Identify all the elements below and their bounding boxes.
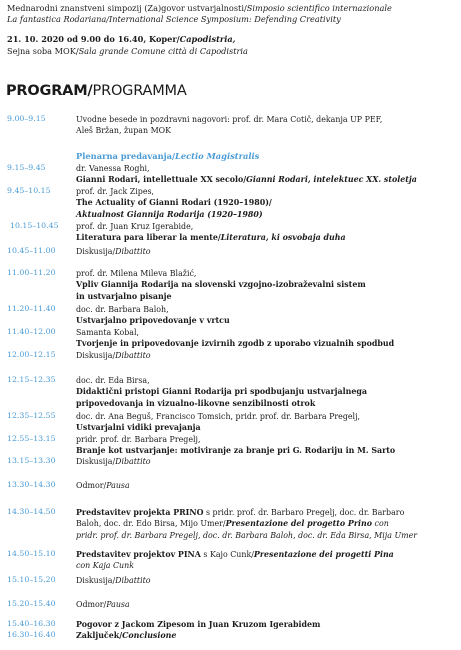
session-line — [76, 375, 367, 386]
session-time: 16.30–16.40 — [7, 630, 56, 639]
session-time: 12.55–13.15 — [7, 434, 56, 443]
session-content — [76, 186, 272, 220]
session-time: 12.35–12.55 — [7, 411, 56, 420]
session-time: 15.40–16.30 — [7, 619, 56, 628]
session-text: Samanta Kobal, — [76, 328, 139, 337]
session-line — [76, 398, 367, 409]
session-line — [76, 411, 360, 422]
session-text: pridr. prof. dr. Barbara Pregelj, doc. dr. Barbara Baloh, doc. dr. Eda Birsa, Mija Umer — [76, 530, 418, 540]
session-text: Tvorjenje in pripovedovanje izvirnih zgodb z uporabo vizualnih spodbud — [76, 339, 395, 349]
session-content — [76, 575, 151, 586]
session-content — [76, 456, 151, 467]
session-text: The Actuality of Gianni Rodari (1920–1980)/ — [76, 198, 272, 208]
session-text: Odmor/ — [76, 481, 107, 490]
session-line — [76, 291, 366, 302]
session-line — [76, 575, 151, 586]
session-text: Aktualnost Giannija Rodarija (1920–1980) — [76, 209, 263, 219]
session-text: Presentazione del progetto Prino — [225, 519, 373, 529]
session-text: Aleš Bržan, župan MOK — [76, 126, 172, 136]
session-text: prof. dr. Juan Kruz Igerabide, — [76, 222, 194, 231]
session-content — [76, 375, 367, 409]
session-text: in ustvarjalno pisanje — [76, 291, 172, 301]
session-content — [76, 221, 346, 244]
session-time: 9.00–9.15 — [7, 114, 46, 123]
session-line — [76, 530, 417, 541]
session-time: 14.30–14.50 — [7, 507, 56, 516]
header-line-1-plain: Mednarodni znanstveni simpozij (Za)govor ustvarjalnosti/ — [7, 3, 247, 13]
session-line — [76, 386, 367, 397]
session-time: 10.45–11.00 — [7, 246, 56, 255]
session-line — [76, 434, 395, 445]
session-text: Branje kot ustvarjanje: motiviranje za branje pri G. Rodariju in M. Sarto — [76, 446, 396, 456]
session-time: 11.40–12.00 — [7, 327, 56, 336]
session-time: 12.15–12.35 — [7, 375, 56, 384]
session-line — [76, 209, 272, 220]
header-line-1-italic: Simposio scientifico internazionale — [246, 3, 392, 13]
session-text: doc. dr. Ana Beguš, Francisco Tomsich, pridr. prof. dr. Barbara Pregelj, — [76, 412, 361, 421]
plenary-label-italic: Lectio Magistralis — [175, 151, 260, 161]
session-line — [76, 327, 394, 338]
session-content — [76, 327, 394, 350]
session-text: Gianni Rodari, intelektuec XX. stoletja — [246, 175, 417, 185]
session-text: Didaktični pristopi Gianni Rodarija pri spodbujanju ustvarjalnega — [76, 387, 368, 397]
session-text: Conclusione — [122, 631, 177, 640]
session-line — [76, 186, 272, 197]
program-title — [6, 83, 187, 99]
session-line — [76, 268, 366, 279]
session-time: 11.20–11.40 — [7, 304, 56, 313]
header-venue: Sejna soba MOK/ — [7, 46, 79, 56]
session-text: Literatura para liberar la mente/ — [76, 233, 221, 243]
session-text: s pridr. prof. dr. Barbaro Pregelj, doc. dr. Barbaro — [203, 508, 405, 517]
session-line — [76, 549, 394, 560]
session-line — [76, 221, 346, 232]
session-time: 14.50–15.10 — [7, 549, 56, 558]
session-content — [76, 507, 417, 541]
session-text: Pausa — [106, 481, 130, 490]
header-date: 21. 10. 2020 od 9.00 do 16.40, Koper/ — [7, 34, 180, 44]
header-venue-italic: Sala grande Comune città di Capodistria — [78, 46, 248, 56]
session-line — [76, 197, 272, 208]
session-content — [76, 268, 366, 302]
session-text: doc. dr. Barbara Baloh, — [76, 305, 169, 314]
session-text: Diskusija/ — [76, 457, 116, 466]
session-time: 13.15–13.30 — [7, 456, 56, 465]
session-content — [76, 304, 230, 327]
session-line — [76, 518, 417, 529]
session-text: con Kaja Cunk — [76, 561, 135, 571]
session-text: Vpliv Giannija Rodarija na slovenski vzgojno-izobraževalni sistem — [76, 280, 366, 290]
session-text: prof. dr. Jack Zipes, — [76, 187, 155, 196]
session-content — [76, 350, 151, 361]
session-text: Ustvarjalni vidiki prevajanja — [76, 423, 201, 433]
session-text: Ustvarjalno pripovedovanje v vrtcu — [76, 316, 230, 326]
session-text: Dibattito — [115, 351, 151, 360]
session-line — [76, 304, 230, 315]
session-time: 9.15–9.45 — [7, 163, 46, 172]
session-content — [76, 619, 320, 630]
session-line — [76, 456, 151, 467]
session-content — [76, 630, 176, 641]
session-line — [76, 279, 366, 290]
header-line-1 — [7, 3, 392, 14]
program-title-main: PROGRAM/ — [6, 83, 93, 99]
session-text: Diskusija/ — [76, 576, 116, 585]
session-content — [76, 246, 151, 257]
session-time: 9.45–10.15 — [7, 186, 51, 195]
session-line — [76, 619, 320, 630]
session-text: Predstavitev projektov PINA — [76, 550, 201, 559]
session-text: Uvodne besede in pozdravni nagovori: prof. dr. Mara Cotič, dekanja UP PEF, — [76, 115, 383, 124]
session-time: 12.00–12.15 — [7, 350, 56, 359]
session-line — [76, 315, 230, 326]
session-line — [76, 114, 382, 125]
session-text: dr. Vanessa Roghi, — [76, 164, 150, 173]
header-venue-line — [7, 46, 248, 57]
session-line — [76, 246, 151, 257]
session-text: Pogovor z Jackom Zipesom in Juan Kruzom Igerabidem — [76, 620, 321, 629]
session-line — [76, 350, 151, 361]
session-text: Diskusija/ — [76, 351, 116, 360]
session-text: Predstavitev projekta PRINO — [76, 508, 204, 517]
session-line — [76, 599, 130, 610]
session-text: pripovedovanja in vizualno-likovne senzibilnosti otrok — [76, 398, 316, 408]
plenary-label-plain: Plenarna predavanja/ — [76, 151, 176, 161]
session-text: Dibattito — [115, 576, 151, 585]
session-text: Dibattito — [115, 247, 151, 256]
program-title-sub: PROGRAMMA — [92, 83, 187, 99]
session-time: 13.30–14.30 — [7, 480, 56, 489]
plenary-label — [76, 151, 259, 161]
session-time: 11.00–11.20 — [7, 268, 56, 277]
session-line — [76, 630, 176, 641]
header-city-italic: Capodistria, — [179, 34, 236, 44]
session-text: Presentazione dei progetti Pina — [253, 550, 394, 559]
session-text: Odmor/ — [76, 600, 107, 609]
session-line — [76, 480, 130, 491]
session-text: Dibattito — [115, 457, 151, 466]
session-content — [76, 114, 382, 137]
session-content — [76, 411, 360, 434]
session-text: doc. dr. Eda Birsa, — [76, 376, 150, 385]
session-line — [76, 560, 394, 571]
session-time: 15.10–15.20 — [7, 575, 56, 584]
session-line — [76, 338, 394, 349]
header-date-line — [7, 34, 236, 45]
session-line — [76, 174, 417, 185]
session-text: con — [372, 519, 389, 529]
session-content — [76, 549, 394, 572]
session-text: Pausa — [106, 600, 130, 609]
session-text: Literatura, ki osvobaja duha — [220, 233, 346, 243]
session-text: Zaključek/ — [76, 631, 123, 640]
session-text: s Kajo Cunk/ — [200, 550, 254, 559]
session-line — [76, 125, 382, 136]
session-text: Diskusija/ — [76, 247, 116, 256]
session-text: Gianni Rodari, intellettuale XX secolo/ — [76, 175, 247, 185]
session-text: Baloh, doc. dr. Edo Birsa, Mijo Umer/ — [76, 519, 226, 529]
session-line — [76, 163, 417, 174]
session-content — [76, 599, 130, 610]
session-content — [76, 480, 130, 491]
session-text: pridr. prof. dr. Barbara Pregelj, — [76, 435, 201, 444]
session-line — [76, 232, 346, 243]
session-line — [76, 507, 417, 518]
session-text: prof. dr. Milena Mileva Blažić, — [76, 269, 197, 278]
session-time: 15.20–15.40 — [7, 599, 56, 608]
session-line — [76, 422, 360, 433]
session-time: 10.15–10.45 — [10, 221, 59, 230]
header-line-2: La fantastica Rodariana/International Science Symposium: Defending Creativity — [7, 14, 341, 24]
session-content — [76, 434, 395, 457]
session-content — [76, 163, 417, 186]
